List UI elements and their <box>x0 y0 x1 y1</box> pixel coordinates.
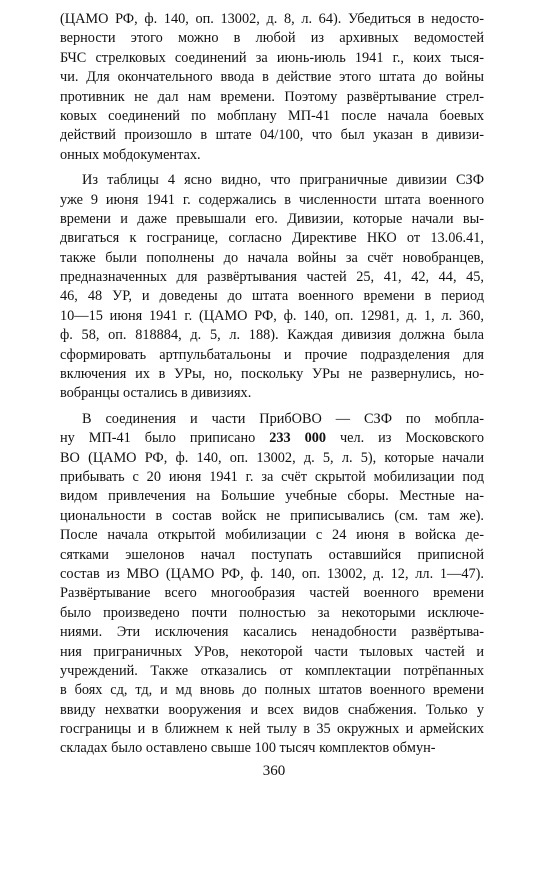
text-line: ввиду нехватки вооружения и всех видов снабжения. Только у <box>60 701 484 718</box>
text-line: Из таблицы 4 ясно видно, что приграничные дивизии СЗФ <box>82 172 484 189</box>
text-line: ВО (ЦАМО РФ, ф. 140, оп. 13002, д. 5, л. 5), которые начали <box>60 449 484 466</box>
text-line: чи. Для окончательного ввода в действие этого штата до войны <box>60 69 484 86</box>
text-line: также были пополнены до начала войны за счёт новобранцев, <box>60 249 484 266</box>
text-line: противник не дал нам времени. Поэтому развёртывание стрел- <box>60 88 484 105</box>
text-line: состав из МВО (ЦАМО РФ, ф. 140, оп. 13002, д. 12, лл. 1—47). <box>60 565 484 582</box>
text-line: циональности в состав войск не приписывались (см. там же). <box>60 507 484 524</box>
text-line: ну МП-41 было приписано 233 000 чел. из Московского <box>60 430 484 447</box>
text-line: видом привлечения на Большие учебные сборы. Местные на- <box>60 488 484 505</box>
paragraph <box>60 171 484 404</box>
text-line: В соединения и части ПрибОВО — СЗФ по мобпла- <box>82 410 484 427</box>
text-line: двигаться к госгранице, согласно Директиве НКО от 13.06.41, <box>60 230 484 247</box>
text-line: сформировать артпульбатальоны и прочие подразделения для <box>60 346 484 363</box>
text-line: БЧС стрелковых соединений за июнь-июль 1941 г., коих тыся- <box>60 49 484 66</box>
text-line: уже 9 июня 1941 г. содержались в численности штата военного <box>60 191 484 208</box>
text-line: ф. 58, оп. 818884, д. 5, л. 188). Каждая дивизия должна была <box>60 327 484 344</box>
paragraph <box>60 10 484 165</box>
text-line: складах было оставлено свыше 100 тысяч комплектов обмун- <box>60 740 436 757</box>
text-line: 46, 48 УР, и доведены до штата военного времени в период <box>60 288 484 305</box>
text-line: прибывать с 20 июня 1941 г. за счёт скрытой мобилизации под <box>60 468 484 485</box>
text-line: включения их в УРы, но, поскольку УРы не развернулись, но- <box>60 366 484 383</box>
text-line: Развёртывание всего многообразия частей военного времени <box>60 585 484 602</box>
text-line: времени и даже превышали его. Дивизии, которые начали вы- <box>60 210 484 227</box>
text-line: 10—15 июня 1941 г. (ЦАМО РФ, ф. 140, оп. 12981, д. 1, л. 360, <box>60 307 484 324</box>
paragraph <box>60 410 484 759</box>
text-line: госграницы и в ближнем к ней тылу в 35 окружных и армейских <box>60 721 484 738</box>
page-number: 360 <box>262 763 286 779</box>
text-line: сятками эшелонов начал поступать оставшийся приписной <box>60 546 484 563</box>
text-line: ниями. Эти исключения касались ненадобности развёртыва- <box>60 624 484 641</box>
text-line: После начала открытой мобилизации с 24 июня в войска де- <box>60 527 484 544</box>
text-line: вобранцы остались в дивизиях. <box>60 385 252 402</box>
text-line: ковых соединений по мобплану МП-41 после начала боевых <box>60 107 484 124</box>
text-line: учреждений. Также отказались от комплектации потрёпанных <box>60 662 484 679</box>
text-line: действий произошло в штате 04/100, что был указан в дивизи- <box>60 127 484 144</box>
text-line: онных мобдокументах. <box>60 146 201 163</box>
bold-number: 233 000 <box>269 430 327 447</box>
text-line: предназначенных для развёртывания частей 25, 41, 42, 44, 45, <box>60 269 484 286</box>
text-line: (ЦАМО РФ, ф. 140, оп. 13002, д. 8, л. 64). Убедиться в недосто- <box>60 11 484 27</box>
text-line: в боях сд, тд, и мд вновь до полных штатов военного времени <box>60 682 484 699</box>
body-text <box>60 10 484 759</box>
text-line: верности этого можно в любой из архивных ведомостей <box>60 30 484 47</box>
text-line: было произведено почти полностью за некоторыми исключе- <box>60 604 484 621</box>
text-line: ния приграничных УРов, некоторой части тыловых частей и <box>60 643 484 660</box>
